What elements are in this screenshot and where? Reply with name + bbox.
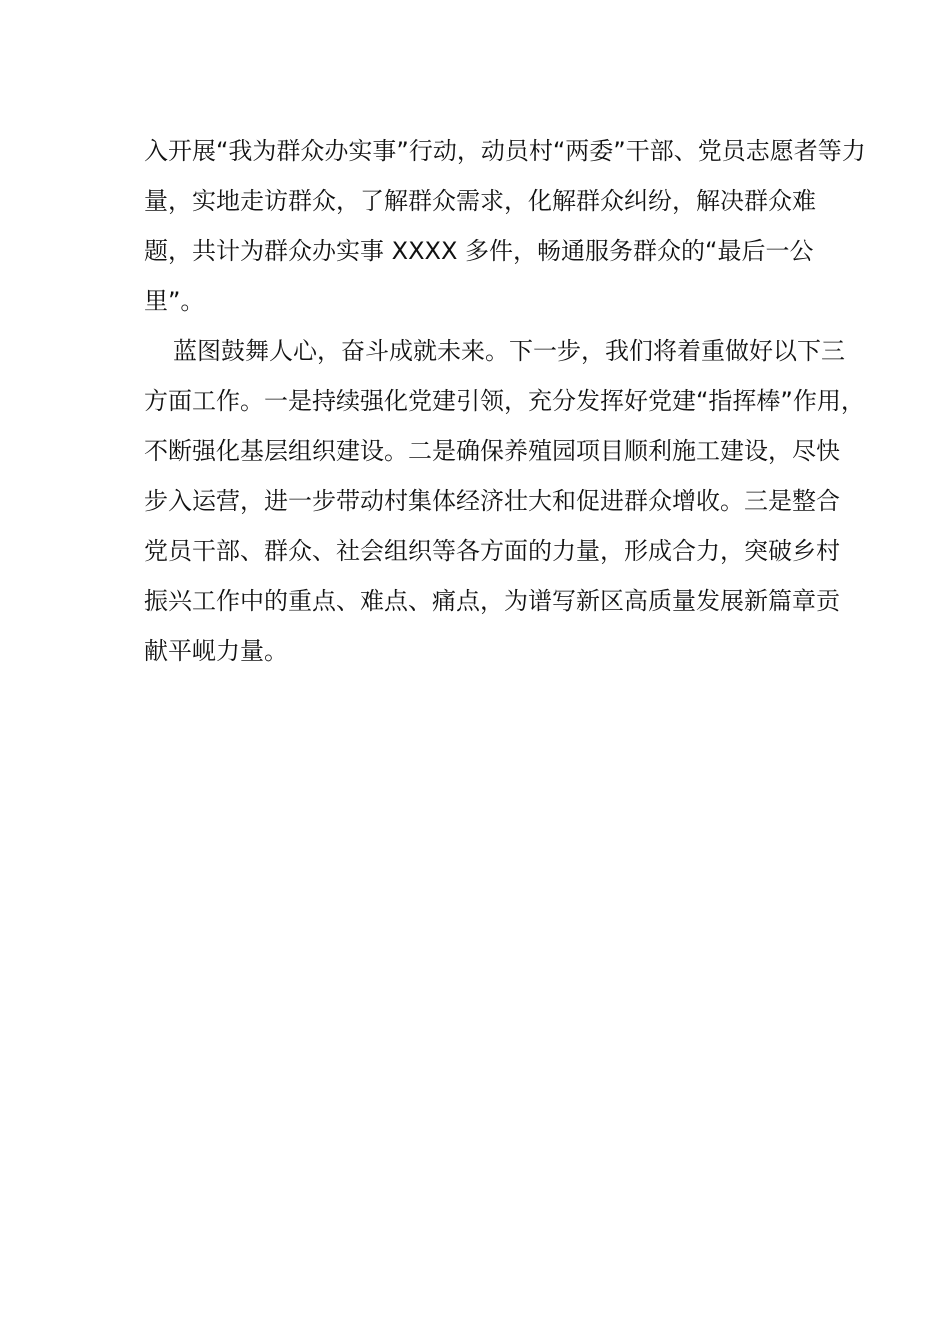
paragraph-1 <box>144 126 866 326</box>
paragraph-line: 党员干部、群众、社会组织等各方面的力量，形成合力，突破乡村 <box>144 537 840 565</box>
paragraph-line: 献平岘力量。 <box>144 637 288 665</box>
paragraph-line: 振兴工作中的重点、难点、痛点，为谱写新区高质量发展新篇章贡 <box>144 587 840 615</box>
document-body <box>144 126 866 676</box>
paragraph-line: 入开展“我为群众办实事”行动，动员村“两委”干部、党员志愿者等力 <box>144 137 866 165</box>
paragraph-line: 蓝图鼓舞人心，奋斗成就未来。下一步，我们将着重做好以下三 <box>173 337 845 365</box>
paragraph-2 <box>144 326 865 676</box>
paragraph-line: 方面工作。一是持续强化党建引领，充分发挥好党建“指挥棒”作用， <box>144 387 865 415</box>
paragraph-line: 题，共计为群众办实事 XXXX 多件，畅通服务群众的“最后一公 <box>144 237 814 265</box>
paragraph-line: 里”。 <box>144 287 205 315</box>
paragraph-line: 量，实地走访群众，了解群众需求，化解群众纠纷，解决群众难 <box>144 187 816 215</box>
paragraph-line: 不断强化基层组织建设。二是确保养殖园项目顺利施工建设，尽快 <box>144 437 840 465</box>
paragraph-line: 步入运营，进一步带动村集体经济壮大和促进群众增收。三是整合 <box>144 487 840 515</box>
